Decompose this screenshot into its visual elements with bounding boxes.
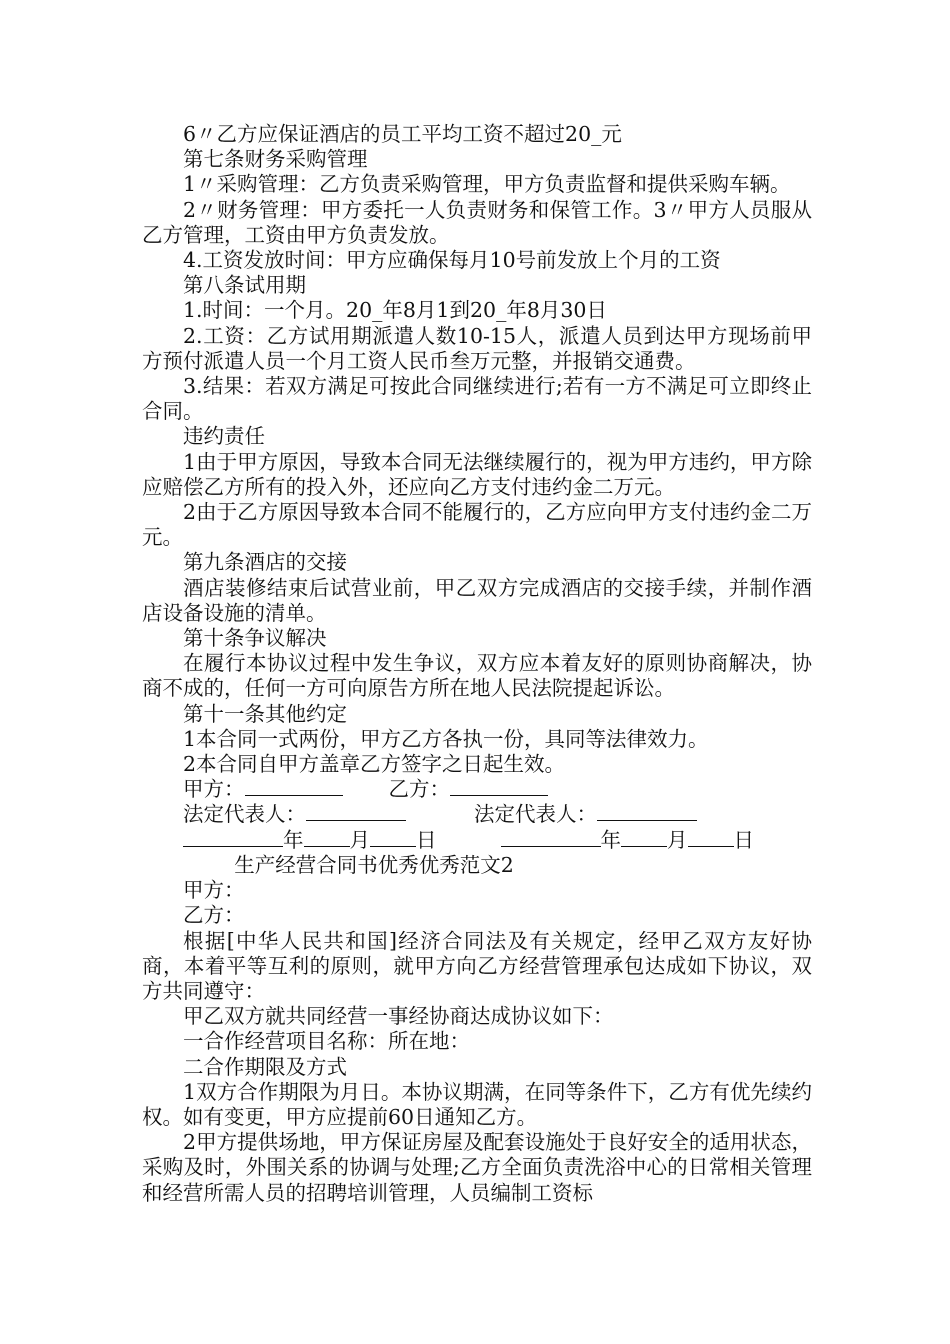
date-b-year-blank bbox=[501, 828, 601, 847]
paragraph: 酒店装修结束后试营业前，甲乙双方完成酒店的交接手续，并制作酒店设备设施的清单。 bbox=[142, 575, 812, 625]
section-heading: 第十条争议解决 bbox=[183, 626, 327, 651]
document-title: 生产经营合同书优秀优秀范文2 bbox=[234, 852, 514, 877]
paragraph: 根据[中华人民共和国]经济合同法及有关规定，经甲乙双方友好协商，本着平等互利的原则，就甲方向乙方经营管理承包达成如下协议，双方共同遵守： bbox=[142, 928, 812, 1003]
day-label: 日 bbox=[416, 827, 437, 852]
paragraph: 在履行本协议过程中发生争议，双方应本着友好的原则协商解决，协商不成的，任何一方可向原告方所在地人民法院提起诉讼。 bbox=[142, 651, 812, 701]
date-a-day-blank bbox=[370, 828, 416, 847]
party-b-label: 乙方： bbox=[388, 777, 450, 802]
party-a-label: 甲方： bbox=[183, 777, 245, 802]
date-b-month-blank bbox=[621, 828, 667, 847]
rep-b-blank bbox=[597, 802, 697, 821]
year-label: 年 bbox=[600, 827, 621, 852]
paragraph: 3.结果：若双方满足可按此合同继续进行;若有一方不满足可立即终止合同。 bbox=[142, 374, 812, 424]
section-heading: 违约责任 bbox=[183, 424, 265, 449]
paragraph: 乙方： bbox=[183, 903, 245, 928]
paragraph: 2甲方提供场地，甲方保证房屋及配套设施处于良好安全的适用状态，采购及时，外围关系的协调与处理;乙方全面负责洗浴中心的日常相关管理和经营所需人员的招聘培训管理，人员编制工资标 bbox=[142, 1130, 812, 1205]
paragraph: 一合作经营项目名称：所在地： bbox=[183, 1029, 470, 1054]
paragraph: 1由于甲方原因，导致本合同无法继续履行的，视为甲方违约，甲方除应赔偿乙方所有的投入外，还应向乙方支付违约金二万元。 bbox=[142, 449, 812, 499]
paragraph: 甲乙双方就共同经营一事经协商达成协议如下： bbox=[183, 1004, 614, 1029]
signature-row-dates bbox=[142, 828, 812, 853]
paragraph: 2〃财务管理：甲方委托一人负责财务和保管工作。3〃甲方人员服从乙方管理，工资由甲方负责发放。 bbox=[142, 197, 812, 247]
date-a-month-blank bbox=[304, 828, 350, 847]
paragraph: 2.工资：乙方试用期派遣人数10-15人，派遣人员到达甲方现场前甲方预付派遣人员一个月工资人民币叁万元整，并报销交通费。 bbox=[142, 323, 812, 373]
date-a-year-blank bbox=[183, 828, 283, 847]
paragraph: 2本合同自甲方盖章乙方签字之日起生效。 bbox=[183, 752, 566, 777]
signature-row-parties bbox=[142, 777, 812, 802]
paragraph: 1.时间：一个月。20_年8月1到20_年8月30日 bbox=[183, 298, 607, 323]
paragraph: 1〃采购管理：乙方负责采购管理，甲方负责监督和提供采购车辆。 bbox=[183, 172, 791, 197]
rep-b-label: 法定代表人： bbox=[474, 802, 597, 827]
signature-row-representatives bbox=[142, 802, 812, 827]
month-label: 月 bbox=[667, 827, 688, 852]
paragraph: 4.工资发放时间：甲方应确保每月10号前发放上个月的工资 bbox=[183, 248, 721, 273]
month-label: 月 bbox=[349, 827, 370, 852]
section-heading: 第十一条其他约定 bbox=[183, 701, 347, 726]
rep-a-label: 法定代表人： bbox=[183, 802, 306, 827]
section-heading: 第七条财务采购管理 bbox=[183, 147, 368, 172]
date-b-day-blank bbox=[688, 828, 734, 847]
section-heading: 二合作期限及方式 bbox=[183, 1054, 347, 1079]
paragraph: 2由于乙方原因导致本合同不能履行的，乙方应向甲方支付违约金二万元。 bbox=[142, 500, 812, 550]
section-heading: 第八条试用期 bbox=[183, 273, 306, 298]
paragraph: 6〃乙方应保证酒店的员工平均工资不超过20_元 bbox=[183, 122, 622, 146]
paragraph: 1本合同一式两份，甲方乙方各执一份，具同等法律效力。 bbox=[183, 726, 709, 751]
section-heading: 第九条酒店的交接 bbox=[183, 550, 347, 575]
party-b-blank bbox=[450, 777, 548, 796]
year-label: 年 bbox=[283, 827, 304, 852]
party-a-blank bbox=[245, 777, 343, 796]
paragraph: 1双方合作期限为月日。本协议期满，在同等条件下，乙方有优先续约权。如有变更，甲方应提前60日通知乙方。 bbox=[142, 1079, 812, 1129]
document-page bbox=[142, 122, 812, 1206]
rep-a-blank bbox=[306, 802, 406, 821]
paragraph: 甲方： bbox=[183, 878, 245, 903]
day-label: 日 bbox=[733, 827, 754, 852]
